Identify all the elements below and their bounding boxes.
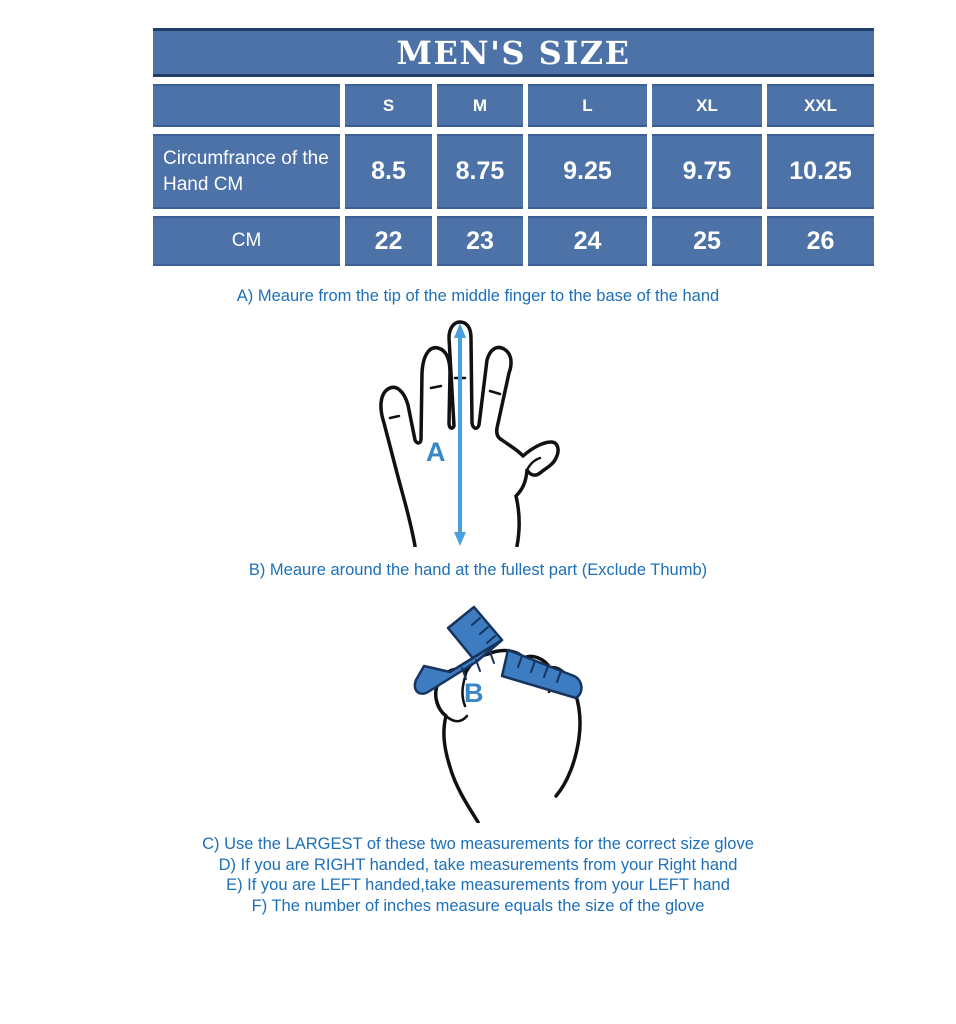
size-header-l: L xyxy=(528,84,647,127)
row-label-circumference: Circumfrance of the Hand CM xyxy=(153,134,340,209)
cm-value-m: 23 xyxy=(437,216,523,266)
fist-measure-diagram xyxy=(398,592,584,823)
diagram-label-a: A xyxy=(426,437,446,467)
instruction-d: D) If you are RIGHT handed, take measurements from your Right hand xyxy=(218,855,738,874)
circumference-value-xxl: 10.25 xyxy=(767,134,874,209)
circumference-value-s: 8.5 xyxy=(345,134,432,209)
mens-size-table xyxy=(153,28,874,266)
cm-value-l: 24 xyxy=(528,216,647,266)
row-label-cm: CM xyxy=(153,216,340,266)
diagram-label-b: B xyxy=(464,678,484,708)
circumference-value-l: 9.25 xyxy=(528,134,647,209)
corner-cell xyxy=(153,84,340,127)
instruction-block xyxy=(0,834,956,916)
instruction-c: C) Use the LARGEST of these two measurements for the correct size glove xyxy=(202,835,754,853)
hand-outline xyxy=(381,322,558,546)
cm-value-xxl: 26 xyxy=(767,216,874,266)
instruction-e: E) If you are LEFT handed,take measurements from your LEFT hand xyxy=(226,876,730,894)
size-header-m: M xyxy=(437,84,523,127)
size-header-xxl: XXL xyxy=(767,84,874,127)
size-header-s: S xyxy=(345,84,432,127)
circumference-value-m: 8.75 xyxy=(437,134,523,209)
instruction-f: F) The number of inches measure equals the size of the glove xyxy=(251,896,705,915)
size-header-xl: XL xyxy=(652,84,762,127)
cm-value-xl: 25 xyxy=(652,216,762,266)
instruction-b: B) Meaure around the hand at the fullest part (Exclude Thumb) xyxy=(248,561,708,579)
instruction-a: A) Meaure from the tip of the middle finger to the base of the hand xyxy=(236,287,720,305)
cm-value-s: 22 xyxy=(345,216,432,266)
hand-measure-diagram xyxy=(370,318,562,547)
table-title: MEN'S SIZE xyxy=(153,28,874,77)
circumference-value-xl: 9.75 xyxy=(652,134,762,209)
